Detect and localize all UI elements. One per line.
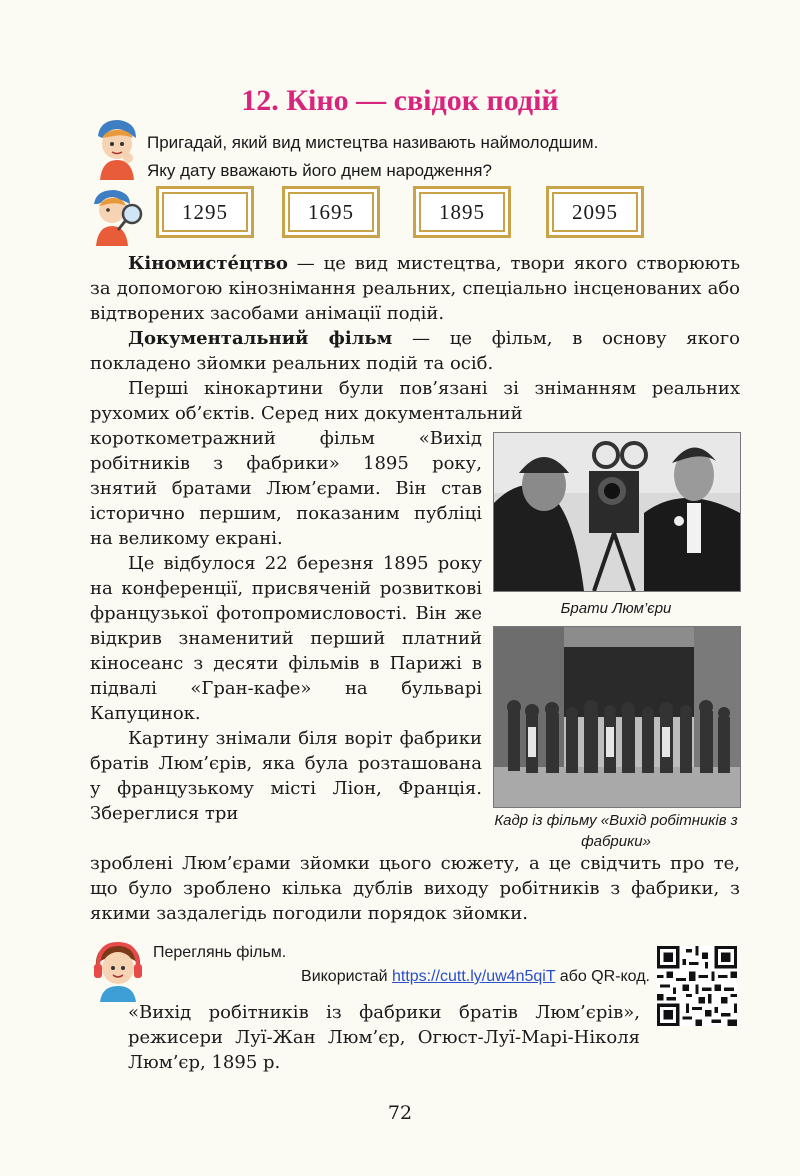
cinema-definition xyxy=(90,251,740,326)
paragraph-1-wrap: короткометражний фільм «Вихід робітників з фабрики» 1895 року, знятий братами Люм’єрами. Він став історично першим, показаним публіці на великому екрані. xyxy=(90,428,482,549)
paragraph-2: Це відбулося 22 березня 1895 року на конференції, присвяченій розвиткові французької фотопромисловості. Він же відкрив знаменитий перший платний кіносеанс з десяти фільмів в Парижі в підвалі «Гран-кафе» на бульварі Капуцинок. xyxy=(90,553,482,724)
photo1-caption: Брати Люм’єри xyxy=(560,600,672,617)
paragraph-1-top: Перші кінокартини були пов’язані зі зніманням реальних рухомих об’єктів. Серед них документальний xyxy=(90,378,740,424)
page-title: 12. Кіно — свідок подій xyxy=(241,84,559,117)
film-reference xyxy=(128,1000,640,1075)
use-suffix: або QR-код. xyxy=(555,968,650,985)
lumiere-brothers-photo xyxy=(493,432,741,592)
film-reference-text: «Вихід робітників із фабрики братів Люм’єрів», режисери Луї-Жан Люм’єр, Огюст-Луї-Марі-Ніколя Люм’єр, 1895 р. xyxy=(128,1002,640,1073)
year-label: 1295 xyxy=(182,199,228,224)
intro-question xyxy=(147,129,707,185)
cinema-text: — це вид мистецтва, твори якого створюють за допомогою кінознімання реальних, спеціально інсценованих або відтворених засобами анімації подій. xyxy=(90,253,740,324)
film-frame-photo xyxy=(493,626,741,808)
paragraph-3-wrap: Картину знімали біля воріт фабрики братів Люм’єрів, яка була розташована у французькому місті Ліон, Франція. Збереглися три xyxy=(90,728,482,824)
paragraph-3-text: зроблені Люм’єрами зйомки цього сюжету, а це свідчить про те, що було зроблено кілька дублів виходу робітників з фабрики, з якими заздалегідь погодили порядок зйомки. xyxy=(90,853,740,924)
question-line-2: Яку дату вважають його днем народження? xyxy=(147,161,492,180)
photo2-caption: Кадр із фільму «Вихід робітників з фабрики» xyxy=(494,812,738,850)
year-option-4[interactable] xyxy=(546,186,644,238)
year-option-1[interactable] xyxy=(156,186,254,238)
film-link[interactable]: https://cutt.ly/uw4n5qiT xyxy=(391,968,556,985)
wrapped-text-column xyxy=(90,426,482,826)
question-line-1: Пригадай, який вид мистецтва називають наймолодшим. xyxy=(147,133,599,152)
documentary-term: Документальний фільм xyxy=(128,328,393,349)
use-prefix: Використай xyxy=(301,968,392,985)
qr-code-icon[interactable] xyxy=(657,946,737,1026)
headphones-girl-icon xyxy=(88,938,148,1002)
watch-film-label: Переглянь фільм. xyxy=(153,944,287,961)
year-option-2[interactable] xyxy=(282,186,380,238)
paragraph-3-continued xyxy=(90,851,740,926)
magnifier-boy-icon xyxy=(88,186,146,248)
year-option-3[interactable] xyxy=(413,186,511,238)
year-label: 2095 xyxy=(572,199,618,224)
year-label: 1695 xyxy=(308,199,354,224)
definitions-block xyxy=(90,251,740,426)
year-label: 1895 xyxy=(439,199,485,224)
documentary-definition xyxy=(90,326,740,376)
documentary-text: — це фільм, в основу якого покладено зйомки реальних подій та осіб. xyxy=(90,328,741,374)
cinema-term: Кіномисте́цтво xyxy=(128,253,288,274)
thinking-boy-icon xyxy=(90,116,142,182)
page-number: 72 xyxy=(387,1102,413,1124)
use-link-line xyxy=(250,968,650,986)
